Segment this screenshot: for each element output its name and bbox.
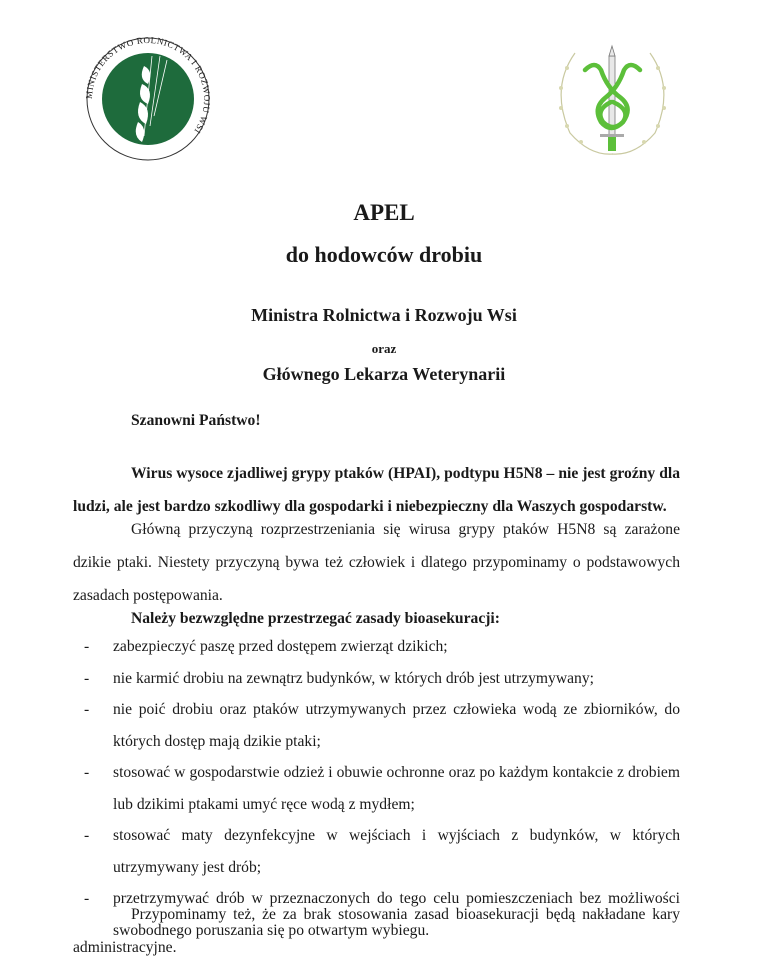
list-item: - stosować w gospodarstwie odzież i obuwie ochronne oraz po każdym kontakcie z drobiem lub dzikimi ptakami umyć ręce wodą z mydłem; bbox=[73, 757, 680, 820]
bullet-dash: - bbox=[84, 701, 90, 718]
list-item: - zabezpieczyć paszę przed dostępem zwierząt dzikich; bbox=[73, 631, 680, 663]
bullet-dash: - bbox=[84, 890, 90, 907]
list-item: - przetrzymywać drób w przeznaczonych do tego celu pomieszczeniach bez możliwości swobodnego poruszania się po otwartym wybiegu. bbox=[73, 883, 680, 946]
veterinary-logo bbox=[545, 38, 680, 160]
rules-heading: Należy bezwzględne przestrzegać zasady bioasekuracji: bbox=[131, 610, 500, 627]
list-item: - nie karmić drobiu na zewnątrz budynków, w których drób jest utrzymywany; bbox=[73, 663, 680, 695]
list-item: - stosować maty dezynfekcyjne w wejściach i wyjściach z budynków, w których utrzymywany jest drób; bbox=[73, 820, 680, 883]
bullet-dash: - bbox=[84, 669, 90, 687]
bullet-dash: - bbox=[84, 827, 90, 844]
ministry-logo bbox=[72, 36, 224, 162]
wheat-emblem-icon bbox=[72, 36, 224, 162]
document-title: APEL bbox=[353, 200, 415, 225]
document-subtitle: do hodowców drobiu bbox=[285, 242, 483, 267]
bullet-dash: - bbox=[84, 764, 90, 781]
author-chief-vet: Głównego Lekarza Weterynarii bbox=[262, 364, 506, 384]
bullet-dash: - bbox=[84, 638, 90, 655]
intro-paragraph: Wirus wysoce zjadliwej grypy ptaków (HPAI), podtypu H5N8 – nie jest groźny dla ludzi, ale jest bardzo szkodliwy dla gospodarki i niebezpieczny dla Waszych gospodarstw. bbox=[73, 465, 680, 515]
conjunction: oraz bbox=[371, 341, 397, 356]
ring-text: MINISTERSTWO ROLNICTWA I ROZWOJU WSI bbox=[83, 36, 213, 136]
caduceus-sword-icon bbox=[545, 38, 680, 160]
greeting: Szanowni Państwo! bbox=[131, 412, 261, 429]
cause-paragraph: Główną przyczyną rozprzestrzeniania się wirusa grypy ptaków H5N8 są zarażone dzikie ptaki. Niestety przyczyną bywa też człowiek i dlatego przypominamy o podstawowych zasadach postępowania. bbox=[73, 521, 680, 604]
list-item: - nie poić drobiu oraz ptaków utrzymywanych przez człowieka wodą ze zbiorników, do których dostęp mają dzikie ptaki; bbox=[73, 694, 680, 757]
author-minister: Ministra Rolnictwa i Rozwoju Wsi bbox=[251, 305, 517, 325]
closing-paragraph: Przypominamy też, że za brak stosowania zasad bioasekuracji będą nakładane kary administracyjne. bbox=[73, 906, 680, 956]
